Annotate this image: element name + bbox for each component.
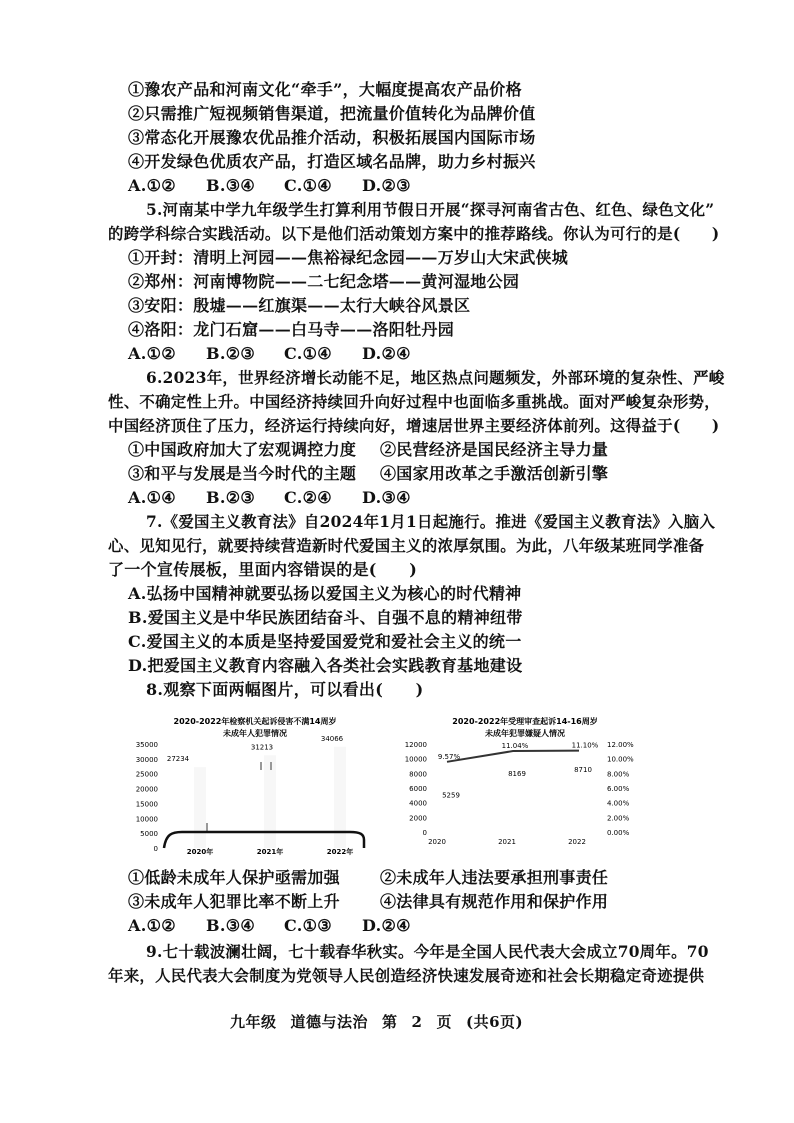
q6-item-3: ③和平与发展是当今时代的主题 <box>128 464 357 483</box>
q5-item-2: ②郑州：河南博物院——二七纪念塔——黄河湿地公园 <box>128 272 520 291</box>
chart1-title: 2020-2022年检察机关起诉侵害不满14周岁 <box>173 717 337 726</box>
chart1-value-label: 31213 <box>250 743 274 752</box>
q5-options <box>128 343 440 365</box>
chart2-xlabel: 2022 <box>568 838 586 846</box>
q8-option-d: D.②④ <box>362 916 411 935</box>
q4-option-a: A.①② <box>128 176 176 195</box>
chart2-title: 2020-2022年受理审查起诉14-16周岁 <box>452 717 598 726</box>
chart1-ytick: 10000 <box>135 815 158 824</box>
chart1-ytick: 35000 <box>135 741 158 749</box>
footer-subject: 道德与法治 <box>290 1013 369 1031</box>
chart2-ytick-right: 2.00% <box>607 814 630 823</box>
q8-item-4: ④法律具有规范作用和保护作用 <box>380 892 609 911</box>
chart2-rate-label: 11.04% <box>501 742 529 751</box>
q5-option-c: C.①④ <box>284 344 332 363</box>
q6-option-c: C.②④ <box>284 488 332 507</box>
chart2-subtitle: 未成年犯罪嫌疑人情况 <box>485 729 565 738</box>
chart2-xlabel: 2020 <box>428 838 446 846</box>
q5-option-b: B.②③ <box>206 344 255 363</box>
chart2-ytick-left: 0 <box>422 829 427 837</box>
footer-grade: 九年级 <box>230 1013 277 1031</box>
q4-item-3: ③常态化开展豫农优品推介活动，积极拓展国内国际市场 <box>128 128 536 147</box>
q6-option-d: D.③④ <box>362 488 411 507</box>
chart2-ytick-left: 8000 <box>409 770 427 779</box>
chart2-ytick-left: 4000 <box>409 799 427 808</box>
q8-stem: 8.观察下面两幅图片，可以看出( ) <box>146 680 424 699</box>
q5-stem-1: 5.河南某中学九年级学生打算利用节假日开展“探寻河南省古色、红色、绿色文化” <box>146 201 715 219</box>
q6-options <box>128 487 440 509</box>
footer-page-suffix: 页 <box>436 1013 452 1031</box>
page-footer <box>230 1011 537 1032</box>
chart2-count-label: 8710 <box>574 766 592 775</box>
footer-page-num: 2 <box>411 1013 423 1031</box>
q6-option-a: A.①④ <box>128 488 176 507</box>
q5-option-a: A.①② <box>128 344 176 363</box>
chart2-count-label: 8169 <box>508 770 526 779</box>
chart2-rate-label: 9.57% <box>437 752 461 761</box>
q4-item-4: ④开发绿色优质农产品，打造区域名品牌，助力乡村振兴 <box>128 152 536 171</box>
q6-item-4: ④国家用改革之手激活创新引擎 <box>380 464 609 483</box>
q4-option-b: B.③④ <box>206 176 255 195</box>
q8-item-2: ②未成年人违法要承担刑事责任 <box>380 868 609 887</box>
q7-choice-a: A.弘扬中国精神就要弘扬以爱国主义为核心的时代精神 <box>128 584 522 603</box>
chart1-scan-mark <box>260 762 262 770</box>
q4-option-d: D.②③ <box>362 176 411 195</box>
chart1-subtitle: 未成年人犯罪情况 <box>223 729 287 738</box>
chart1-ytick: 0 <box>153 845 158 853</box>
q5-item-3: ③安阳：殷墟——红旗渠——太行大峡谷风景区 <box>128 296 471 315</box>
q8-item-3: ③未成年人犯罪比率不断上升 <box>128 892 340 911</box>
q6-item-2: ②民营经济是国民经济主导力量 <box>380 440 609 459</box>
chart-juvenile-victims <box>120 710 380 860</box>
q5-option-d: D.②④ <box>362 344 411 363</box>
chart1-bar <box>194 767 206 848</box>
q6-item-1: ①中国政府加大了宏观调控力度 <box>128 440 357 459</box>
chart2-ytick-right: 8.00% <box>607 770 630 779</box>
chart2-ytick-right: 4.00% <box>607 799 630 808</box>
chart1-ytick: 5000 <box>140 830 158 839</box>
chart1-ytick: 30000 <box>135 755 158 764</box>
q8-option-c: C.①③ <box>284 916 332 935</box>
q5-item-4: ④洛阳：龙门石窟——白马寺——洛阳牡丹园 <box>128 320 455 339</box>
q7-stem-2: 心、见知见行，就要持续营造新时代爱国主义的浓厚氛围。为此，八年级某班同学准备 <box>108 537 705 555</box>
q7-choice-c: C.爱国主义的本质是坚持爱国爱党和爱社会主义的统一 <box>128 632 522 651</box>
chart2-ytick-left: 2000 <box>409 814 427 823</box>
chart2-ytick-right: 12.00% <box>607 741 634 749</box>
footer-total: (共6页) <box>466 1013 524 1031</box>
chart2-ytick-left: 12000 <box>404 741 427 749</box>
chart2-ytick-right: 0.00% <box>607 829 630 837</box>
q4-item-1: ①豫农产品和河南文化“牵手”，大幅度提高农产品价格 <box>128 80 522 99</box>
q9-stem-1: 9.七十载波澜壮阔，七十载春华秋实。今年是全国人民代表大会成立70周年。70 <box>146 943 709 961</box>
q8-options <box>128 915 440 937</box>
chart1-xlabel: 2020年 <box>186 848 214 856</box>
q7-choice-b: B.爱国主义是中华民族团结奋斗、自强不息的精神纽带 <box>128 608 523 627</box>
q6-option-b: B.②③ <box>206 488 255 507</box>
chart2-xlabel: 2021 <box>498 838 516 846</box>
q4-item-2: ②只需推广短视频销售渠道，把流量价值转化为品牌价值 <box>128 104 536 123</box>
q7-stem-1: 7.《爱国主义教育法》自2024年1月1日起施行。推进《爱国主义教育法》入脑入 <box>146 513 716 531</box>
chart2-rate-label: 11.10% <box>571 741 599 750</box>
q8-option-a: A.①② <box>128 916 176 935</box>
chart1-xlabel: 2022年 <box>326 848 354 856</box>
q6-stem-2: 性、不确定性上升。中国经济持续回升向好过程中也面临多重挑战。面对严峻复杂形势， <box>108 393 720 411</box>
q8-option-b: B.③④ <box>206 916 255 935</box>
chart1-scan-mark <box>206 823 208 831</box>
chart1-value-label: 34066 <box>320 734 344 743</box>
chart1-ytick: 20000 <box>135 785 158 794</box>
q8-charts <box>120 710 680 860</box>
chart1-scan-mark <box>270 762 272 770</box>
q7-choice-d: D.把爱国主义教育内容融入各类社会实践教育基地建设 <box>128 656 523 675</box>
q6-stem-1: 6.2023年，世界经济增长动能不足，地区热点问题频发，外部环境的复杂性、严峻 <box>146 369 725 387</box>
q5-stem-2: 的跨学科综合实践活动。以下是他们活动策划方案中的推荐路线。你认为可行的是( ) <box>108 225 720 243</box>
chart-suspects-14-16 <box>395 710 685 860</box>
q4-option-c: C.①④ <box>284 176 332 195</box>
q8-item-1: ①低龄未成年人保护亟需加强 <box>128 868 340 887</box>
chart1-ytick: 25000 <box>135 770 158 779</box>
chart1-xlabel: 2021年 <box>256 848 284 856</box>
chart1-ytick: 15000 <box>135 800 158 809</box>
chart1-value-label: 27234 <box>166 755 190 764</box>
chart2-ytick-left: 10000 <box>404 755 427 764</box>
chart2-ytick-left: 6000 <box>409 785 427 793</box>
q5-item-1: ①开封：清明上河园——焦裕禄纪念园——万岁山大宋武侠城 <box>128 248 569 267</box>
footer-page-prefix: 第 <box>382 1013 398 1031</box>
q4-options <box>128 175 440 197</box>
q7-stem-3: 了一个宣传展板，里面内容错误的是( ) <box>108 560 418 579</box>
q9-stem-2: 年来，人民代表大会制度为党领导人民创造经济快速发展奇迹和社会长期稳定奇迹提供 <box>108 967 705 985</box>
chart2-ytick-right: 10.00% <box>607 755 634 764</box>
chart2-count-label: 5259 <box>442 791 460 800</box>
q6-stem-3: 中国经济顶住了压力，经济运行持续向好，增速居世界主要经济体前列。这得益于( ) <box>108 417 720 435</box>
chart2-ytick-right: 6.00% <box>607 785 630 793</box>
